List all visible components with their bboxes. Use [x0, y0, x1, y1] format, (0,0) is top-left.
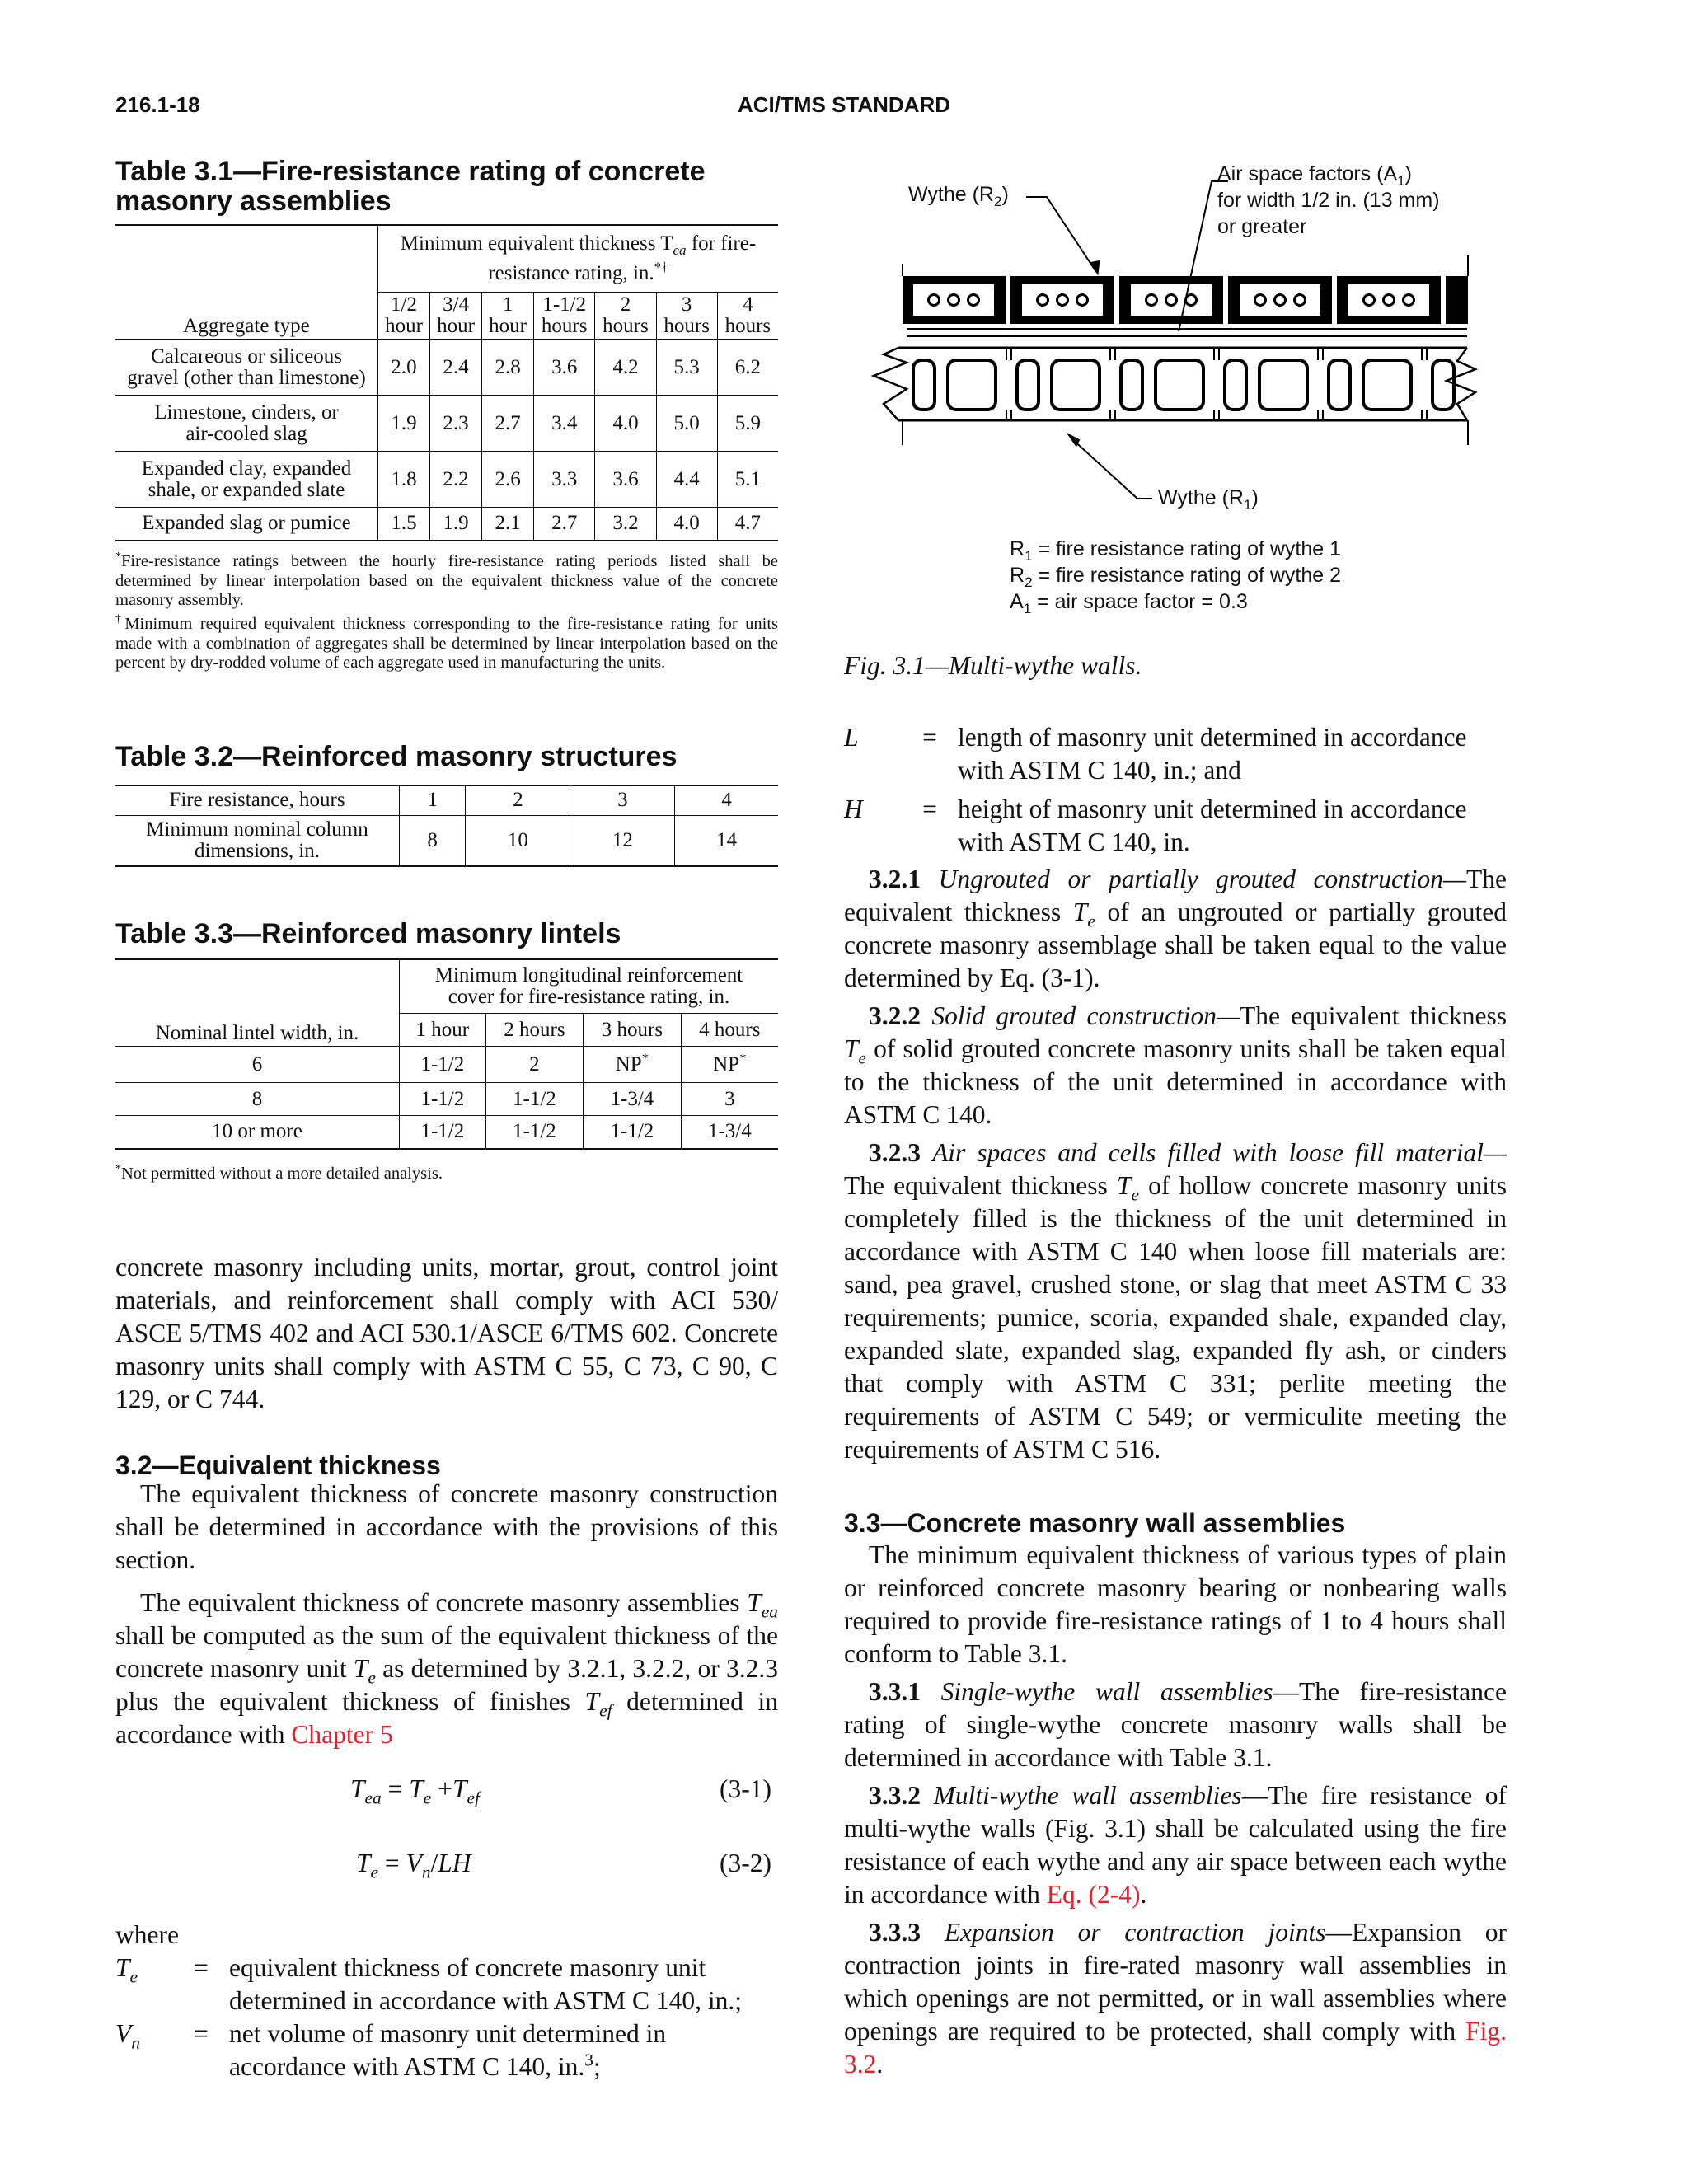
cell: 2.6 — [482, 452, 534, 508]
cell: 3 — [570, 785, 675, 815]
cell: 8 — [400, 815, 466, 866]
running-title: ACI/TMS STANDARD — [737, 92, 951, 117]
cell: 10 — [466, 815, 570, 866]
cell: 1-1/2 — [400, 1116, 486, 1149]
legend-a1: $A_1$ = air space factor = 0.3 — [1010, 590, 1248, 616]
cell: 3 — [681, 1083, 778, 1116]
table-row — [115, 1116, 778, 1149]
cell: 3.6 — [595, 452, 656, 508]
section-3-3-3: 3.3.3 Expansion or contraction joints—Expansion or contraction joints in fire-rated masonry wall assemblies in which openings are not permitted, or in wall assemblies where openings are required to be protected, shall comply with Fig. 3.2. — [844, 1918, 1507, 2079]
cell: 2.0 — [378, 340, 430, 396]
equation-3-1: $T_{ea} = T_e +T_{ef}$ — [350, 1774, 480, 1808]
cell: 2.3 — [430, 396, 482, 452]
chapter-5-link[interactable]: Chapter 5 — [291, 1720, 393, 1749]
label-wythe-r2: Wythe $(R_2)$ — [908, 183, 1009, 209]
cell: 4.4 — [656, 452, 717, 508]
definition-vn: $V_n$ = net volume of masonry unit determined in accordance with ASTM C 140, in.$^3$; — [115, 2019, 667, 2081]
table-row — [115, 1083, 778, 1116]
where-label: where — [115, 1920, 179, 1949]
row-label: Fire resistance, hours — [115, 785, 400, 815]
cell: 3.2 — [595, 508, 656, 541]
col-header: 3 hours — [656, 293, 717, 340]
table-header-aggregate: Aggregate type — [115, 225, 378, 340]
table-3-1-footnote-2: †Minimum required equivalent thickness corresponding to the fire-resistance rating for units made with a combination of aggregates shall be determined by linear interpolation based on the percent by dry-rodded volume of each aggregate used in manufacturing the units. — [115, 613, 779, 672]
cell: NP* — [681, 1047, 778, 1083]
cell: 4.2 — [595, 340, 656, 396]
cell: 5.3 — [656, 340, 717, 396]
table-3-3-caption: Table 3.3—Reinforced masonry lintels — [115, 918, 621, 949]
section-3-3-1: 3.3.1 Single-wythe wall assemblies—The fire-resistance rating of single-wythe concrete masonry walls shall be determined in accordance with Table 3.1. — [844, 1677, 1507, 1772]
cell: 2.7 — [482, 396, 534, 452]
cell: 1-1/2 — [400, 1047, 486, 1083]
label-air-space: Air space factors $(A_1)$ for width 1/2 in. (13 mm) or greater — [1217, 162, 1440, 238]
row-label: Limestone, cinders, or air-cooled slag — [115, 396, 378, 452]
section-3-2-2: 3.2.2 Solid grouted construction—The equivalent thickness $T_e$ of solid grouted concrete masonry units shall be taken equal to the thickness of the unit determined in accordance with ASTM C 140. — [844, 1001, 1507, 1129]
row-label: 10 or more — [115, 1116, 400, 1149]
section-3-2-heading: 3.2—Equivalent thickness — [115, 1451, 441, 1480]
section-3-2-1: 3.2.1 Ungrouted or partially grouted construction—The equivalent thickness $T_e$ of an ungrouted or partially grouted concrete masonry assemblage shall be taken equal to the value determined by Eq. (3-1). — [844, 865, 1507, 992]
col-header: 3/4 hour — [430, 293, 482, 340]
col-header: 1 hour — [400, 1014, 486, 1047]
table-3-2-caption: Table 3.2—Reinforced masonry structures — [115, 741, 678, 772]
row-label: Expanded slag or pumice — [115, 508, 378, 541]
row-label: Minimum nominal column dimensions, in. — [115, 815, 400, 866]
cell: 6.2 — [717, 340, 778, 396]
cell: 2.4 — [430, 340, 482, 396]
col-header: 3 hours — [584, 1014, 682, 1047]
cell: 1-3/4 — [584, 1083, 682, 1116]
row-label: 6 — [115, 1047, 400, 1083]
cell: 5.9 — [717, 396, 778, 452]
definition-h: H = height of masonry unit determined in accordance with ASTM C 140, in. — [844, 794, 1467, 856]
paragraph-continued: concrete masonry including units, mortar, grout, control joint materials, and reinforcement shall comply with ACI 530/ ASCE 5/TMS 402 and ACI 530.1/ASCE 6/TMS 602. Concrete masonry units shall comply with ASTM C 55, C 73, C 90, C 129, or C 744. — [115, 1253, 778, 1413]
table-row — [115, 452, 778, 508]
definition-te: $T_e$ = equivalent thickness of concrete masonry unit determined in accordance with ASTM C 140, in.; — [115, 1953, 742, 2015]
cell: 2 — [466, 785, 570, 815]
col-header: 2 hours — [485, 1014, 584, 1047]
col-header: 2 hours — [595, 293, 656, 340]
cell: 5.1 — [717, 452, 778, 508]
cell: 1.5 — [378, 508, 430, 541]
cell: 2 — [485, 1047, 584, 1083]
cell: 3.3 — [534, 452, 595, 508]
cell: 1.9 — [430, 508, 482, 541]
section-3-2-3: 3.2.3 Air spaces and cells filled with loose fill material— The equivalent thickness $T_e$ of hollow concrete masonry units completely filled is the thickness of the unit determined in accordance with ASTM C 140 when loose fill materials are: sand, pea gravel, crushed stone, or slag that meet ASTM C 33 requirements; pumice, scoria, expanded shale, expanded clay, expanded slate, expanded slag, expanded fly ash, or cinders that comply with ASTM C 331; perlite meeting the requirements of ASTM C 549; or vermiculite meeting the requirements of ASTM C 516. — [844, 1138, 1507, 1464]
label-wythe-r1: Wythe $(R_1)$ — [1158, 486, 1259, 513]
cell: 1-3/4 — [681, 1116, 778, 1149]
equation-3-1-number: (3-1) — [720, 1774, 771, 1803]
cell: NP* — [584, 1047, 682, 1083]
section-3-2-paragraph-2: The equivalent thickness of concrete masonry assemblies $T_{ea}$ shall be computed as the sum of the equivalent thickness of the concrete masonry unit $T_e$ as determined by 3.2.1, 3.2.2, or 3.2.3 plus the equivalent thickness of finishes $T_{ef}$ determined in accordance with Chapter 5 — [115, 1588, 779, 1749]
cell: 1.8 — [378, 452, 430, 508]
cell: 1 — [400, 785, 466, 815]
definition-l: L = length of masonry unit determined in accordance with ASTM C 140, in.; and — [844, 723, 1467, 785]
cell: 4 — [675, 785, 778, 815]
table-3-2 — [115, 785, 778, 867]
col-header: 1-1/2 hours — [534, 293, 595, 340]
table-3-1 — [115, 224, 778, 541]
cell: 1-1/2 — [400, 1083, 486, 1116]
col-header: 1 hour — [482, 293, 534, 340]
figure-3-1 — [841, 157, 1533, 635]
section-3-2-text — [115, 1478, 778, 1751]
row-label: Calcareous or siliceous gravel (other than limestone) — [115, 340, 378, 396]
col-header: 1/2 hour — [378, 293, 430, 340]
legend-r1: $R_1$ = fire resistance rating of wythe 1 — [1010, 537, 1342, 564]
cell: 2.7 — [534, 508, 595, 541]
cell: 14 — [675, 815, 778, 866]
row-label: Expanded clay, expanded shale, or expanded slate — [115, 452, 378, 508]
cell: 2.2 — [430, 452, 482, 508]
fig-3-2-link[interactable]: Fig. 3.2 — [844, 2017, 1507, 2079]
table-group-header: Minimum equivalent thickness $T_{ea}$ for fire-resistance rating, in.*† — [378, 225, 779, 293]
cell: 2.8 — [482, 340, 534, 396]
figure-legend — [1010, 536, 1341, 615]
figure-3-1-caption: Fig. 3.1—Multi-wythe walls. — [844, 651, 1142, 680]
cell: 1-1/2 — [584, 1116, 682, 1149]
eq-2-4-link[interactable]: Eq. (2-4) — [1046, 1880, 1141, 1909]
table-3-1-caption: Table 3.1—Fire-resistance rating of concrete masonry assemblies — [115, 156, 706, 217]
cell: 12 — [570, 815, 675, 866]
col-header: 4 hours — [681, 1014, 778, 1047]
section-3-2-paragraph-1: The equivalent thickness of concrete masonry construction shall be determined in accordance with the provisions of this section. — [115, 1479, 778, 1574]
cell: 1-1/2 — [485, 1083, 584, 1116]
cell: 1-1/2 — [485, 1116, 584, 1149]
table-3-3 — [115, 958, 778, 1150]
section-3-3-heading: 3.3—Concrete masonry wall assemblies — [844, 1508, 1346, 1538]
legend-r2: $R_2$ = fire resistance rating of wythe 2 — [1010, 564, 1342, 590]
table-row — [115, 508, 778, 541]
table-3-3-footnote: *Not permitted without a more detailed analysis. — [115, 1163, 443, 1183]
right-column-text — [844, 863, 1507, 1466]
cell: 4.7 — [717, 508, 778, 541]
section-3-3-text — [844, 1539, 1507, 2081]
section-3-3-paragraph: The minimum equivalent thickness of various types of plain or reinforced concrete masonry bearing or nonbearing walls required to provide fire-resistance ratings of 1 to 4 hours shall conform to Table 3.1. — [844, 1540, 1507, 1668]
table-row — [115, 340, 778, 396]
equation-3-2: $T_e = V_n/LH$ — [356, 1849, 471, 1882]
table-row — [115, 1047, 778, 1083]
table-header-width: Nominal lintel width, in. — [115, 959, 400, 1047]
cell: 1.9 — [378, 396, 430, 452]
table-3-1-footnote-1: *Fire-resistance ratings between the hourly fire-resistance rating periods listed shall be determined by linear interpolation based on the equivalent thickness value of the concrete masonry assembly. — [115, 551, 778, 609]
section-3-3-2: 3.3.2 Multi-wythe wall assemblies—The fire resistance of multi-wythe walls (Fig. 3.1) shall be calculated using the fire resistance of each wythe and any air space between each wythe in accordance with Eq. (2-4). — [844, 1781, 1507, 1909]
row-label: 8 — [115, 1083, 400, 1116]
cell: 2.1 — [482, 508, 534, 541]
col-header: 4 hours — [717, 293, 778, 340]
table-row — [115, 396, 778, 452]
wythe-r1-units — [874, 348, 1475, 445]
equation-3-2-number: (3-2) — [720, 1849, 771, 1877]
wythe-r2-units — [903, 255, 1468, 324]
cell: 5.0 — [656, 396, 717, 452]
cell: 4.0 — [595, 396, 656, 452]
cell: 3.4 — [534, 396, 595, 452]
page-number: 216.1-18 — [115, 92, 200, 117]
table-group-header: Minimum longitudinal reinforcement cover for fire-resistance rating, in. — [400, 959, 779, 1014]
cell: 3.6 — [534, 340, 595, 396]
cell: 4.0 — [656, 508, 717, 541]
